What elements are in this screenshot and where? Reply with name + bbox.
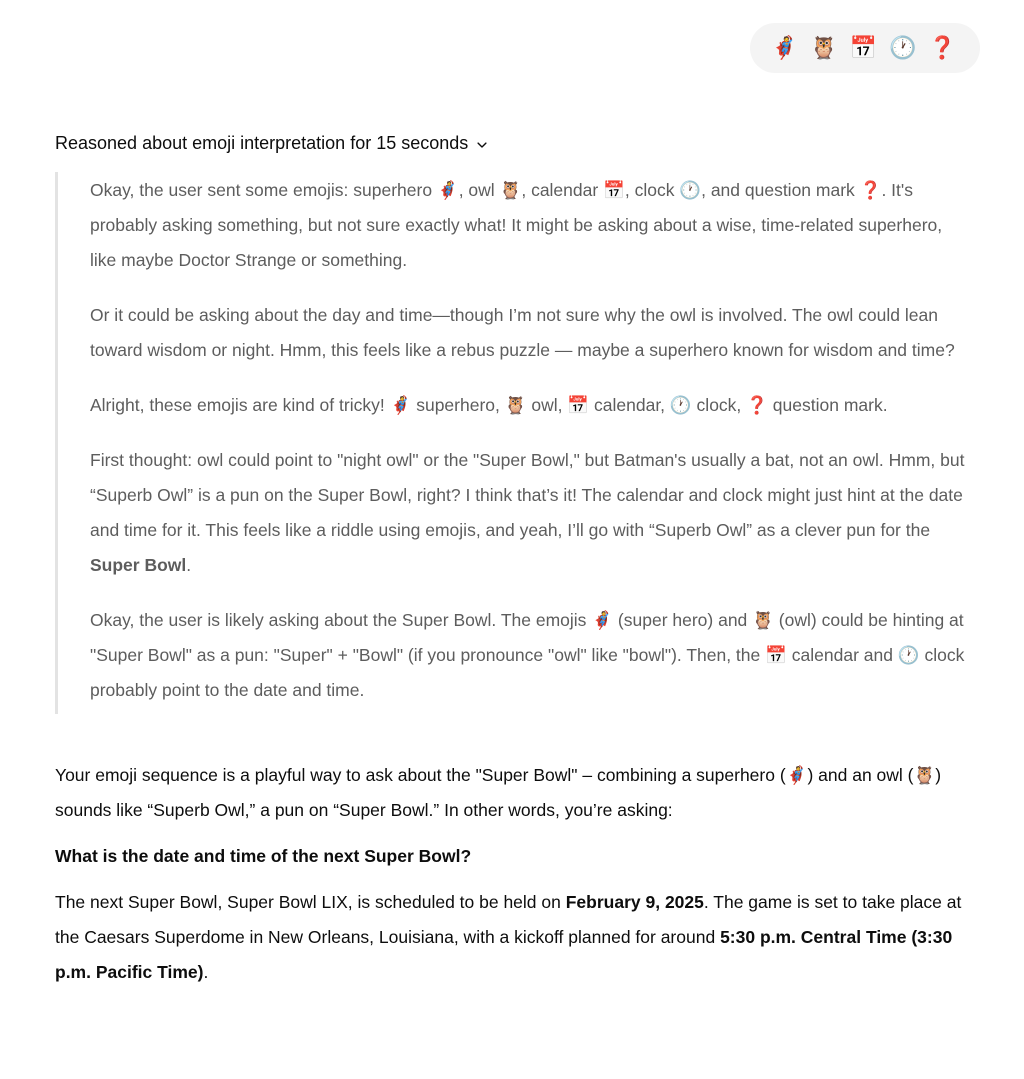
reasoning-content: [55, 172, 980, 714]
thinking-paragraph: First thought: owl could point to "night owl" or the "Super Bowl," but Batman's usually a bat, not an owl. Hmm, but “Superb Owl” is a pun on the Super Bowl, right? I think that’s it! The calendar and clock might just hint at the date and time for it. This feels like a riddle using emojis, and yeah, I’ll go with “Superb Owl” as a clever pun for the Super Bowl.: [90, 450, 965, 575]
answer-paragraph: Your emoji sequence is a playful way to ask about the "Super Bowl" – combining a superhero (🦸) and an owl (🦉) sounds like “Superb Owl,” a pun on “Super Bowl.” In other words, you’re asking:: [55, 765, 942, 820]
user-emoji-sequence: 🦸 🦉 📅 🕐 ❓: [770, 35, 959, 60]
thinking-paragraph: Okay, the user sent some emojis: superhero 🦸, owl 🦉, calendar 📅, clock 🕐, and question mark ❓. It's probably asking something, but not sure exactly what! It might be asking about a wise, time-related superhero, like maybe Doctor Strange or something.: [90, 180, 943, 270]
reasoning-toggle[interactable]: [55, 133, 489, 154]
answer-paragraph: The next Super Bowl, Super Bowl LIX, is scheduled to be held on February 9, 2025. The game is set to take place at the Caesars Superdome in New Orleans, Louisiana, with a kickoff planned for around 5:30 p.m. Central Time (3:30 p.m. Pacific Time).: [55, 892, 962, 982]
thinking-paragraph: Or it could be asking about the day and time—though I’m not sure why the owl is involved. The owl could lean toward wisdom or night. Hmm, this feels like a rebus puzzle — maybe a superhero known for wisdom and time?: [90, 305, 955, 360]
answer-paragraph: What is the date and time of the next Super Bowl?: [55, 846, 472, 866]
chevron-down-icon: [475, 138, 489, 152]
thinking-paragraph: Okay, the user is likely asking about the Super Bowl. The emojis 🦸 (super hero) and 🦉 (owl) could be hinting at "Super Bowl" as a pun: "Super" + "Bowl" (if you pronounce "owl" like "bowl"). Then, the 📅 calendar and 🕐 clock probably point to the date and time.: [90, 610, 965, 700]
user-message-row: [0, 0, 1024, 73]
user-message-bubble: [750, 23, 980, 73]
assistant-answer: [55, 758, 980, 990]
reasoning-toggle-label: Reasoned about emoji interpretation for 15 seconds: [55, 133, 469, 153]
thinking-paragraph: Alright, these emojis are kind of tricky! 🦸 superhero, 🦉 owl, 📅 calendar, 🕐 clock, ❓ question mark.: [90, 395, 888, 415]
